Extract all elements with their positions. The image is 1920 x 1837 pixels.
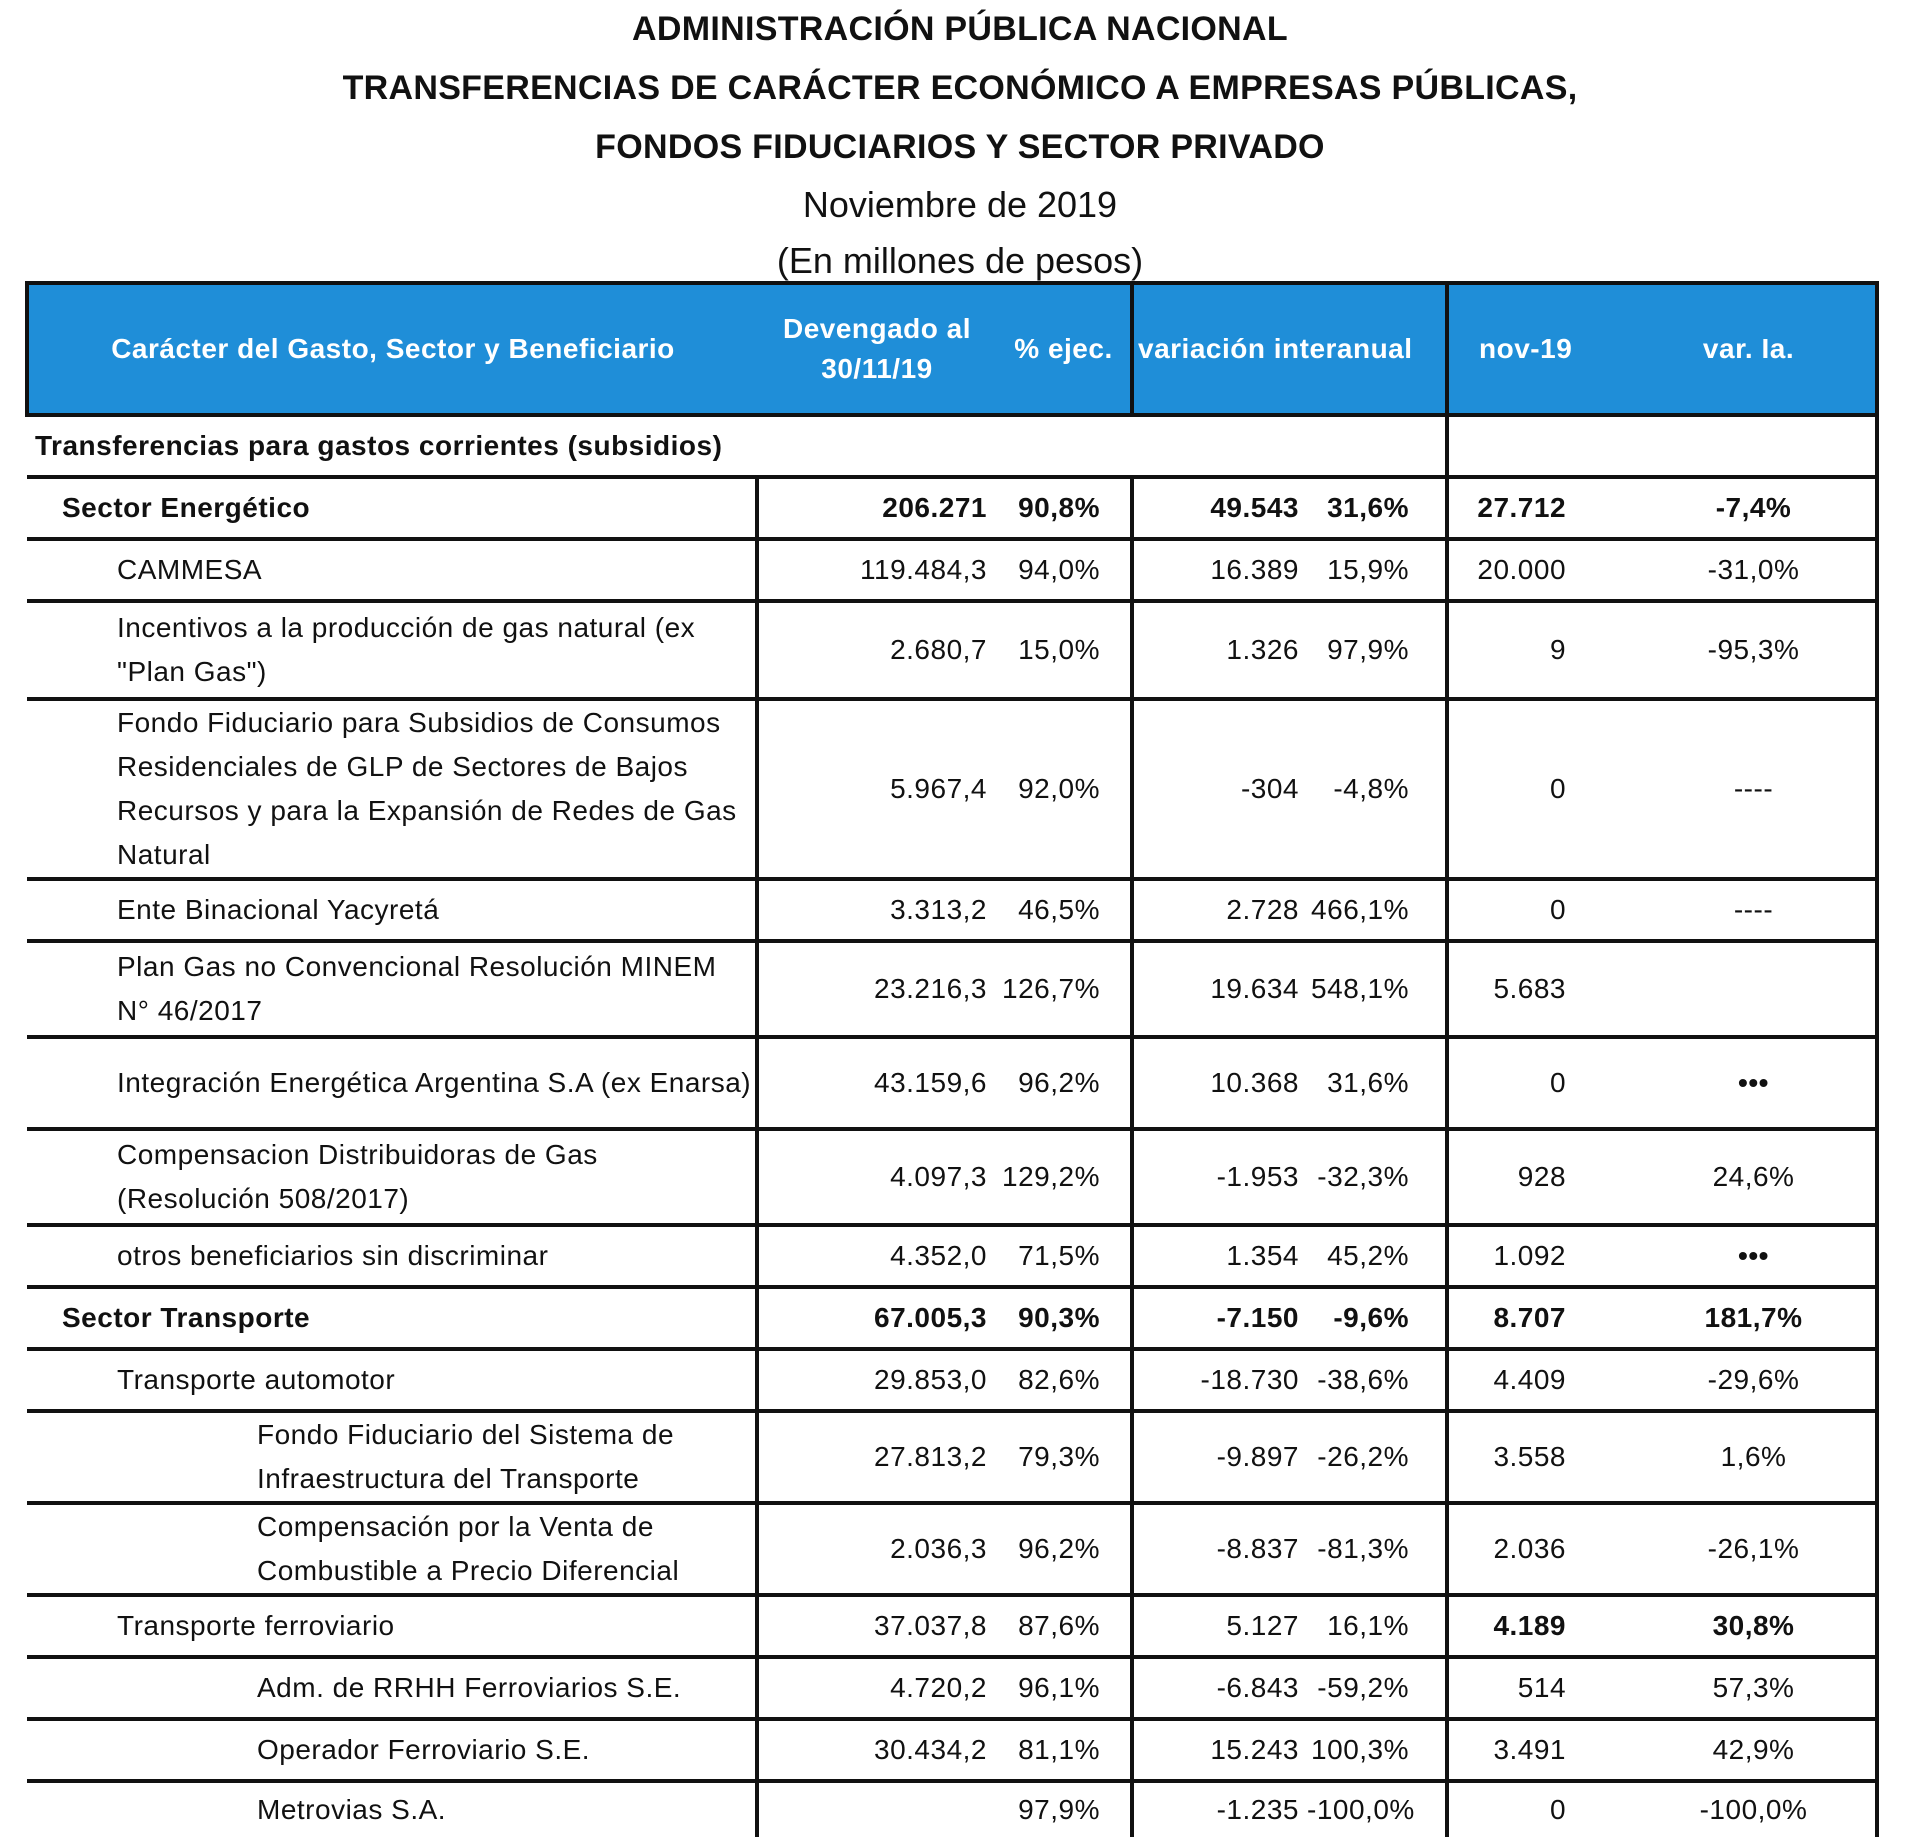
row-label: Plan Gas no Convencional Resolución MINEM N° 46/2017 [27, 941, 757, 1037]
cell-nov: 514 [1447, 1657, 1622, 1719]
cell-pct: 15,0% [997, 601, 1132, 699]
row-label: Fondo Fiduciario para Subsidios de Consumos Residenciales de GLP de Sectores de Bajos Recursos y para la Expansión de Redes de Gas Natural [27, 699, 757, 879]
cell-devengado: 23.216,3 [757, 941, 997, 1037]
cell-nov: 27.712 [1447, 477, 1622, 539]
row-label: CAMMESA [27, 539, 757, 601]
cell-var-pct: -32,3% [1307, 1129, 1447, 1225]
report-units: (En millones de pesos) [776, 240, 1144, 281]
cell-nov: 4.409 [1447, 1349, 1622, 1411]
cell-var-pct: 548,1% [1307, 941, 1447, 1037]
cell-var-ia: 42,9% [1622, 1719, 1877, 1781]
cell-var-abs: -7.150 [1132, 1287, 1307, 1349]
cell-var-pct: 97,9% [1307, 601, 1447, 699]
row-label: Compensacion Distribuidoras de Gas (Resolución 508/2017) [27, 1129, 757, 1225]
cell-pct: 81,1% [997, 1719, 1132, 1781]
cell-nov: 0 [1447, 1037, 1622, 1129]
cell-var-pct: 45,2% [1307, 1225, 1447, 1287]
cell-pct: 96,2% [997, 1037, 1132, 1129]
cell-pct: 96,2% [997, 1503, 1132, 1595]
report-period: Noviembre de 2019 [802, 184, 1118, 225]
cell-var-abs: 19.634 [1132, 941, 1307, 1037]
row-label: Metrovias S.A. [257, 1794, 447, 1825]
cell-pct: 71,5% [997, 1225, 1132, 1287]
table-row [27, 699, 1877, 879]
row-label: Transporte ferroviario [27, 1595, 757, 1657]
cell-pct: 90,8% [997, 477, 1132, 539]
cell-var-ia: 181,7% [1622, 1287, 1877, 1349]
cell-pct: 46,5% [997, 879, 1132, 941]
row-label: Ente Binacional Yacyretá [27, 879, 757, 941]
table-row [27, 1657, 1877, 1719]
cell-var-ia: -7,4% [1622, 477, 1877, 539]
cell-var-pct: -9,6% [1307, 1287, 1447, 1349]
col-header-variacion: variación interanual [1132, 283, 1447, 415]
cell-var-ia: ••• [1622, 1037, 1877, 1129]
table-row-sector-transporte [27, 1287, 1877, 1349]
col-header-pct: % ejec. [997, 283, 1132, 415]
cell-var-ia: -95,3% [1622, 601, 1877, 699]
section-empty-var [1622, 415, 1877, 477]
cell-var-ia [1622, 941, 1877, 1037]
section-empty-nov [1447, 415, 1622, 477]
table-row [27, 1719, 1877, 1781]
cell-devengado: 4.720,2 [757, 1657, 997, 1719]
cell-nov: 0 [1447, 699, 1622, 879]
col-header-devengado: Devengado al 30/11/19 [757, 283, 997, 415]
cell-var-pct: 100,3% [1307, 1719, 1447, 1781]
table-header-row [27, 283, 1877, 415]
cell-var-pct: 31,6% [1307, 477, 1447, 539]
cell-var-abs: 15.243 [1132, 1719, 1307, 1781]
table-row-sector-energetico [27, 477, 1877, 539]
cell-nov: 4.189 [1447, 1595, 1622, 1657]
cell-devengado: 119.484,3 [757, 539, 997, 601]
report-title-line-1: ADMINISTRACIÓN PÚBLICA NACIONAL [632, 10, 1288, 48]
cell-var-abs: -18.730 [1132, 1349, 1307, 1411]
cell-nov: 3.491 [1447, 1719, 1622, 1781]
report-title-line-2: TRANSFERENCIAS DE CARÁCTER ECONÓMICO A EMPRESAS PÚBLICAS, [342, 69, 1578, 107]
table-row [27, 601, 1877, 699]
cell-pct: 94,0% [997, 539, 1132, 601]
report-title-line-3: FONDOS FIDUCIARIOS Y SECTOR PRIVADO [595, 128, 1325, 166]
cell-var-ia: ---- [1622, 879, 1877, 941]
table-row [27, 1781, 1877, 1837]
cell-var-abs: 2.728 [1132, 879, 1307, 941]
cell-nov: 2.036 [1447, 1503, 1622, 1595]
row-label: Operador Ferroviario S.E. [27, 1719, 757, 1781]
table-row [27, 941, 1877, 1037]
cell-devengado: 37.037,8 [757, 1595, 997, 1657]
cell-pct: 129,2% [997, 1129, 1132, 1225]
cell-pct: 92,0% [997, 699, 1132, 879]
cell-var-abs: -1.235 [1216, 1794, 1299, 1825]
cell-var-ia: 30,8% [1622, 1595, 1877, 1657]
cell-devengado: 30.434,2 [757, 1719, 997, 1781]
cell-var-abs: -9.897 [1132, 1411, 1307, 1503]
cell-var-pct: 31,6% [1307, 1037, 1447, 1129]
cell-devengado: 2.036,3 [757, 1503, 997, 1595]
cell-var-pct: 15,9% [1307, 539, 1447, 601]
cell-var-ia: ••• [1622, 1225, 1877, 1287]
cell-devengado: 206.271 [757, 477, 997, 539]
col-header-var-ia: var. Ia. [1622, 283, 1877, 415]
row-label: Incentivos a la producción de gas natural (ex "Plan Gas") [27, 601, 757, 699]
cell-var-pct: 466,1% [1307, 879, 1447, 941]
col-header-label: Carácter del Gasto, Sector y Beneficiario [27, 283, 757, 415]
cell-pct: 82,6% [997, 1349, 1132, 1411]
table-row [27, 1349, 1877, 1411]
cell-devengado: 67.005,3 [757, 1287, 997, 1349]
cell-devengado: 3.313,2 [757, 879, 997, 941]
row-label: Compensación por la Venta de Combustible a Precio Diferencial [27, 1503, 757, 1595]
cell-devengado: 27.813,2 [757, 1411, 997, 1503]
row-label: Sector Energético [27, 477, 757, 539]
row-label: Integración Energética Argentina S.A (ex Enarsa) [27, 1037, 757, 1129]
cell-devengado [757, 1781, 997, 1837]
cell-var-pct: -59,2% [1307, 1657, 1447, 1719]
cell-nov: 9 [1447, 601, 1622, 699]
cell-var-ia: 57,3% [1622, 1657, 1877, 1719]
cell-pct: 96,1% [997, 1657, 1132, 1719]
cell-var-pct: -26,2% [1307, 1411, 1447, 1503]
cell-pct: 126,7% [997, 941, 1132, 1037]
table-row [27, 1595, 1877, 1657]
cell-nov: 8.707 [1447, 1287, 1622, 1349]
cell-var-abs: 10.368 [1132, 1037, 1307, 1129]
cell-var-abs: -1.953 [1132, 1129, 1307, 1225]
cell-var-ia: -31,0% [1622, 539, 1877, 601]
cell-devengado: 29.853,0 [757, 1349, 997, 1411]
row-label: Adm. de RRHH Ferroviarios S.E. [27, 1657, 757, 1719]
cell-var-ia: -29,6% [1622, 1349, 1877, 1411]
cell-devengado: 43.159,6 [757, 1037, 997, 1129]
cell-pct: 97,9% [997, 1781, 1132, 1837]
cell-nov: 0 [1549, 1794, 1567, 1825]
cell-var-abs: 1.326 [1132, 601, 1307, 699]
cell-var-abs: 16.389 [1132, 539, 1307, 601]
cell-var-ia: 24,6% [1622, 1129, 1877, 1225]
cell-nov: 0 [1447, 879, 1622, 941]
row-label: Transporte automotor [27, 1349, 757, 1411]
section-row [27, 415, 1877, 477]
table-row [27, 1129, 1877, 1225]
table-row [27, 1503, 1877, 1595]
cell-var-abs: 49.543 [1132, 477, 1307, 539]
cell-var-abs: -8.837 [1132, 1503, 1307, 1595]
cell-var-abs: -304 [1132, 699, 1307, 879]
row-label: Fondo Fiduciario del Sistema de Infraestructura del Transporte [27, 1411, 757, 1503]
transfers-table [25, 281, 1879, 1837]
row-label: otros beneficiarios sin discriminar [27, 1225, 757, 1287]
cell-nov: 1.092 [1447, 1225, 1622, 1287]
cell-var-abs: -6.843 [1132, 1657, 1307, 1719]
cell-nov: 5.683 [1447, 941, 1622, 1037]
cell-devengado: 4.097,3 [757, 1129, 997, 1225]
cell-var-pct: -38,6% [1307, 1349, 1447, 1411]
cell-pct: 90,3% [997, 1287, 1132, 1349]
table-row [27, 1411, 1877, 1503]
cell-devengado: 4.352,0 [757, 1225, 997, 1287]
col-header-nov: nov-19 [1447, 283, 1622, 415]
cell-var-ia: -26,1% [1622, 1503, 1877, 1595]
cell-pct: 79,3% [997, 1411, 1132, 1503]
table-row [27, 539, 1877, 601]
cell-var-ia: -100,0% [1622, 1781, 1877, 1837]
cell-var-ia: 1,6% [1622, 1411, 1877, 1503]
cell-var-ia: ---- [1622, 699, 1877, 879]
cell-var-pct: -81,3% [1307, 1503, 1447, 1595]
table-row [27, 1037, 1877, 1129]
cell-var-abs: 1.354 [1132, 1225, 1307, 1287]
cell-var-pct: -100,0% [1307, 1781, 1447, 1837]
row-label: Sector Transporte [27, 1287, 757, 1349]
cell-devengado: 2.680,7 [757, 601, 997, 699]
cell-nov: 20.000 [1447, 539, 1622, 601]
table-row [27, 1225, 1877, 1287]
section-title: Transferencias para gastos corrientes (subsidios) [27, 415, 1447, 477]
report-header [0, 0, 1920, 289]
cell-nov: 3.558 [1447, 1411, 1622, 1503]
cell-devengado: 5.967,4 [757, 699, 997, 879]
cell-pct: 87,6% [997, 1595, 1132, 1657]
cell-var-pct: 16,1% [1307, 1595, 1447, 1657]
cell-var-abs: 5.127 [1132, 1595, 1307, 1657]
cell-var-pct: -4,8% [1307, 699, 1447, 879]
table-row [27, 879, 1877, 941]
cell-nov: 928 [1447, 1129, 1622, 1225]
